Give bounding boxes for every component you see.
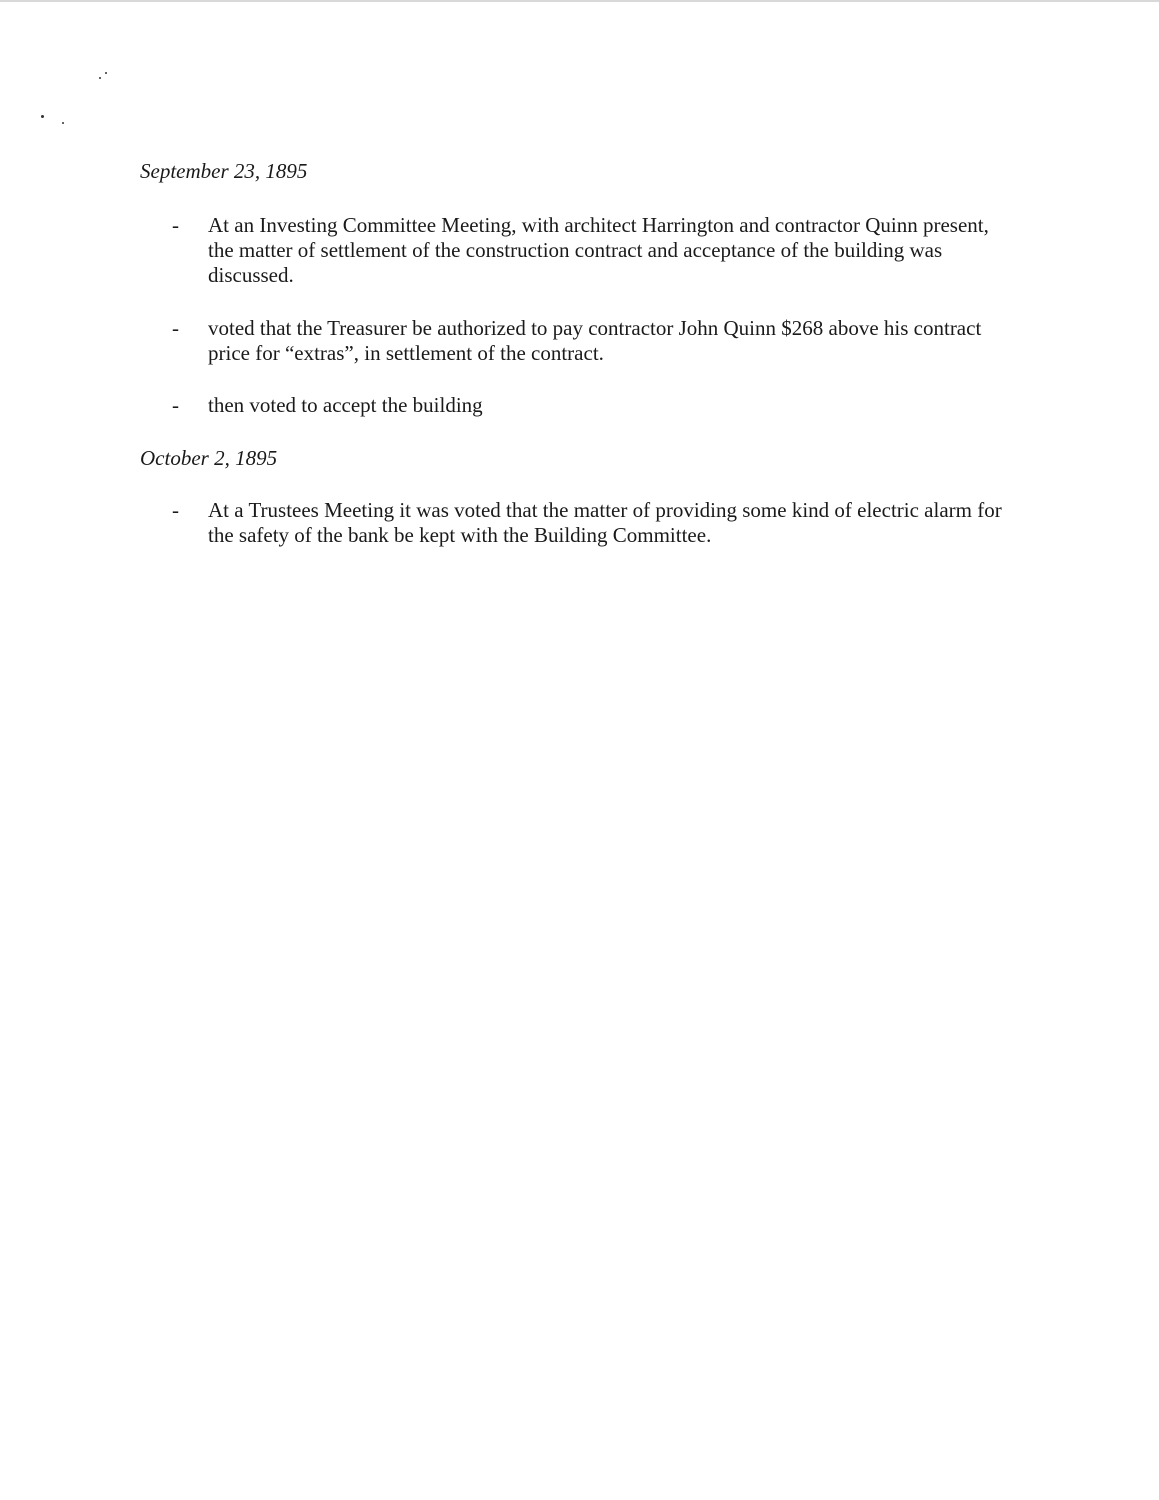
scan-speck	[62, 122, 64, 124]
list-bullet: -	[172, 213, 179, 237]
list-item	[172, 316, 1012, 366]
scan-speck	[41, 115, 44, 118]
list-item	[172, 498, 1012, 548]
scan-speck	[105, 72, 107, 74]
list-bullet: -	[172, 498, 179, 522]
list-item	[172, 213, 1012, 288]
list-item-text: At an Investing Committee Meeting, with architect Harrington and contractor Quinn present, the matter of settlement of the construction contract and acceptance of the building was discussed.	[208, 213, 989, 287]
section-date-september-23-1895: September 23, 1895	[140, 159, 308, 183]
scan-edge	[0, 0, 1159, 2]
section-date-october-2-1895: October 2, 1895	[140, 446, 278, 470]
scan-speck	[99, 77, 101, 79]
list-item-text: then voted to accept the building	[208, 393, 483, 417]
list-item-text: At a Trustees Meeting it was voted that the matter of providing some kind of electric alarm for the safety of the bank be kept with the Building Committee.	[208, 498, 1002, 547]
list-item	[172, 393, 1012, 418]
list-bullet: -	[172, 393, 179, 417]
list-item-text: voted that the Treasurer be authorized to pay contractor John Quinn $268 above his contract price for “extras”, in settlement of the contract.	[208, 316, 982, 365]
list-bullet: -	[172, 316, 179, 340]
